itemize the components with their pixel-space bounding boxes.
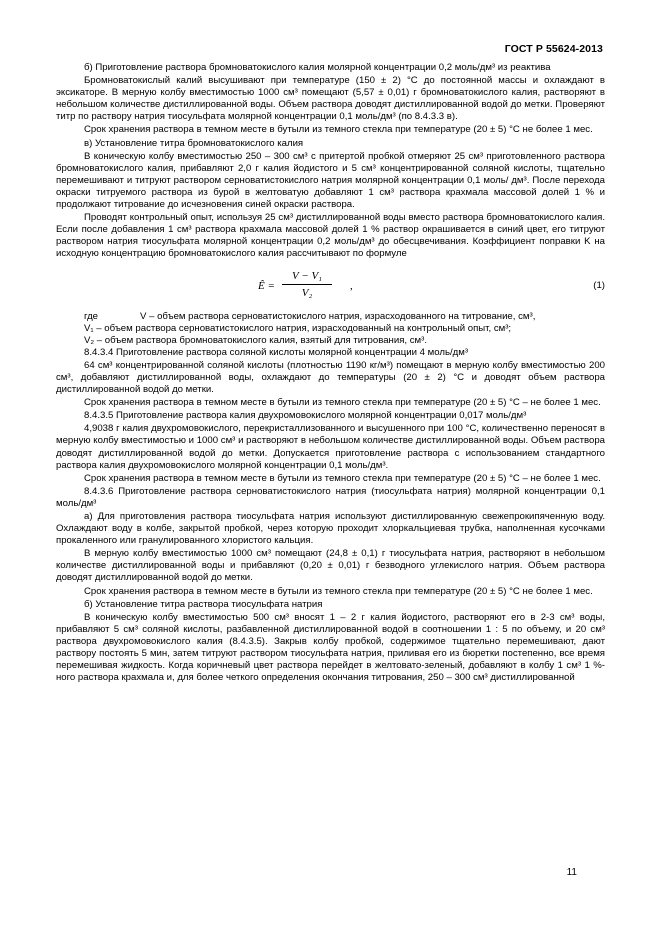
formula-denominator: V₂ <box>301 286 313 299</box>
paragraph: Проводят контрольный опыт, используя 25 см³ дистиллированной воды вместо раствора бромноватокислого калия. Если после добавления 1 см³ раствора крахмала массовой долей 1 % раствор окрашивается в синий цвет, его титруют раствором натрия тиосульфата молярной концентрации 0,2 моль/дм³ до обесцвечивания. Коэффициент поправки K на исходную концентрацию бромноватокислого калия рассчитывают по формуле <box>56 212 605 260</box>
paragraph: В коническую колбу вместимостью 500 см³ вносят 1 – 2 г калия йодистого, растворяют его в 2-3 см³ воды, прибавляют 5 см³ соляной кислоты, разбавленной дистиллированной водой в соотношении 1 : 5 по объему, и 20 см³ раствора двухромовокислого калия (8.4.3.5). Закрыв колбу пробкой, содержимое тщательно перемешивают, дают раствору постоять 5 мин, затем титруют раствором тиосульфата натрия, приливая его из бюретки постепенно, все время перемешивая жидкость. Когда коричневый цвет раствора перейдет в желтовато-зеленый, добавляют в колбу 1 см³ 1 %-ного раствора крахмала и, для более четкого определения окончания титрования, 250 – 300 см³ дистиллированной <box>56 611 605 684</box>
page-number: 11 <box>566 867 577 878</box>
paragraph: Срок хранения раствора в темном месте в бутыли из темного стекла при температуре (20 ± 5) °С – не более 1 мес. <box>84 472 601 484</box>
definition-v <box>56 311 605 323</box>
paragraph: Срок хранения раствора в темном месте в бутыли из темного стекла при температуре (20 ± 5) °С не более 1 мес. <box>84 585 593 597</box>
formula-1 <box>56 267 605 307</box>
paragraph: б) Установление титра раствора тиосульфата натрия <box>84 598 323 610</box>
paragraph: Бромноватокислый калий высушивают при температуре (150 ± 2) °С до постоянной массы и охлаждают в эксикаторе. В мерную колбу вместимостью 1000 см³ помещают (5,57 ± 0,01) г бромноватокислого калия, растворяют в небольшом количестве дистиллированной воды. Объем раствора доводят дистиллированной водой до метки. Проверяют титр по раствору натрия тиосульфата молярной концентрации 0,1 моль/дм³ (по 8.4.3.3 в). <box>56 75 605 123</box>
paragraph: Срок хранения раствора в темном месте в бутыли из темного стекла при температуре (20 ± 5) °С – не более 1 мес. <box>84 397 601 409</box>
definition-v-text: V – объем раствора серноватистокислого натрия, израсходованного на титрование, см³, <box>140 310 536 322</box>
paragraph: а) Для приготовления раствора тиосульфата натрия используют дистиллированную свежепрокипяченную воду. Охлаждают воду в колбе, закрытой пробкой, через которую проходит хлоркальциевая трубка, наполненная кусочками прокаленного или гранулированного хлористого кальция. <box>56 511 605 547</box>
formula-numerator: V − V₁ <box>282 270 332 285</box>
formula-lhs: Ê = <box>258 279 275 292</box>
page-header-standard: ГОСТ Р 55624-2013 <box>504 43 603 55</box>
definition-v2: V₂ – объем раствора бромноватокислого калия, взятый для титрования, см³. <box>84 334 427 346</box>
paragraph: 8.4.3.5 Приготовление раствора калия двухромовокислого молярной концентрации 0,017 моль/дм³ <box>84 410 527 422</box>
paragraph: В мерную колбу вместимостью 1000 см³ помещают (24,8 ± 0,1) г тиосульфата натрия, растворяют в небольшом количестве дистиллированной воды и прибавляют (0,20 ± 0,01) г безводного углекислого натрия. Объем раствора доводят дистиллированной водой до метки. <box>56 548 605 584</box>
paragraph: Срок хранения раствора в темном месте в бутыли из темного стекла при температуре (20 ± 5) °С не более 1 мес. <box>84 124 593 136</box>
definition-v1: V₁ – объем раствора серноватистокислого натрия, израсходованный на контрольный опыт, см³; <box>84 322 512 334</box>
paragraph: 4,9038 г калия двухромовокислого, перекристаллизованного и высушенного при 100 °С, количественно переносят в мерную колбу вместимостью и 1000 см³ и растворяют в небольшом количестве дистиллированной воды. Объем раствора доводят дистиллированной водой до метки. Допускается приготовление раствора с использованием стандартного раствора калия двухромовокислого молярной концентрации 0,1 моль/дм³. <box>56 423 605 471</box>
paragraph: 64 см³ концентрированной соляной кислоты (плотностью 1190 кг/м³) помещают в мерную колбу вместимостью 200 см³, добавляют дистиллированной воды, охлаждают до температуры (20 ± 2) °С и доводят объем раствора дистиллированной водой до метки. <box>56 359 605 396</box>
formula-number: (1) <box>593 279 605 291</box>
paragraph: 8.4.3.6 Приготовление раствора серноватистокислого натрия (тиосульфата натрия) молярной концентрации 0,1 моль/дм³ <box>56 485 605 509</box>
formula-fraction <box>282 270 332 299</box>
paragraph: В коническую колбу вместимостью 250 – 300 см³ с притертой пробкой отмеряют 25 см³ приготовленного раствора бромноватокислого калия, прибавляют 2,0 г калия йодистого и 5 см³ концентрированной соляной кислоты, тщательно перемешивают и титруют раствором серноватистокислого натрия молярной концентрации 0,1 моль/ дм³. После перехода окраски титруемого раствора из бурой в желтоватую добавляют 1 см³ раствора крахмала массовой долей 1 % и продолжают титрование до исчезновения синей окраски раствора. <box>56 150 605 211</box>
paragraph: 8.4.3.4 Приготовление раствора соляной кислоты молярной концентрации 4 моль/дм³ <box>84 346 469 358</box>
definition-where: где <box>84 310 99 322</box>
document-body <box>56 62 605 685</box>
paragraph: б) Приготовление раствора бромноватокислого калия молярной концентрации 0,2 моль/дм³ из реактива <box>84 62 551 73</box>
paragraph: в) Установление титра бромноватокислого калия <box>84 137 304 149</box>
formula-comma: , <box>350 279 353 292</box>
